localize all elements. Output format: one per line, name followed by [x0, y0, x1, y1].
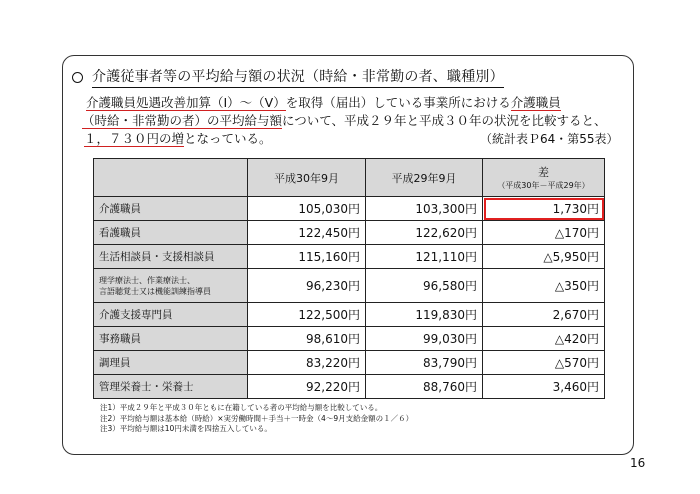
value-2017: 99,030円 — [366, 327, 483, 351]
row-category: 事務職員 — [94, 327, 248, 351]
header-diff-sublabel: （平成30年－平成29年） — [497, 181, 590, 190]
header-2017: 平成29年9月 — [366, 159, 483, 197]
table-row — [94, 327, 605, 351]
summary-emphasis: 介護職員処遇改善加算（Ⅰ）～（Ⅴ） — [86, 95, 286, 110]
value-diff: 1,730円 — [483, 197, 605, 221]
header-category — [94, 159, 248, 197]
value-2017: 103,300円 — [366, 197, 483, 221]
page-number: 16 — [630, 456, 646, 470]
section-heading — [72, 66, 504, 88]
summary-line-3 — [84, 130, 272, 148]
value-2018: 98,610円 — [248, 327, 366, 351]
header-2018: 平成30年9月 — [248, 159, 366, 197]
salary-table — [93, 158, 605, 399]
table-row — [94, 351, 605, 375]
summary-emphasis: 介護職員 — [510, 95, 561, 110]
summary-text: を取得（届出）している事業所における — [285, 95, 511, 110]
table-row — [94, 375, 605, 399]
value-diff: △570円 — [483, 351, 605, 375]
value-2018: 92,220円 — [248, 375, 366, 399]
footnotes — [100, 403, 413, 435]
value-2017: 96,580円 — [366, 269, 483, 303]
value-diff: △170円 — [483, 221, 605, 245]
row-category: 看護職員 — [94, 221, 248, 245]
value-2018: 96,230円 — [248, 269, 366, 303]
value-diff: 2,670円 — [483, 303, 605, 327]
summary-text: について、平成２９年と平成３０年の状況を比較すると、 — [282, 113, 607, 128]
value-2017: 119,830円 — [366, 303, 483, 327]
value-2017: 83,790円 — [366, 351, 483, 375]
footnote: 注1）平成２９年と平成３０年ともに在籍している者の平均給与額を比較している。 — [100, 403, 383, 412]
value-2017: 121,110円 — [366, 245, 483, 269]
header-diff — [483, 159, 605, 197]
source-reference: （統計表Ｐ64・第55表） — [480, 132, 619, 146]
value-diff: △350円 — [483, 269, 605, 303]
circle-bullet-icon — [72, 72, 83, 83]
summary-line-2 — [82, 112, 607, 130]
value-2018: 105,030円 — [248, 197, 366, 221]
row-category: 介護職員 — [94, 197, 248, 221]
table-row — [94, 269, 605, 303]
table-row — [94, 197, 605, 221]
header-diff-label: 差 — [538, 166, 549, 179]
value-2018: 83,220円 — [248, 351, 366, 375]
row-category: 生活相談員・支援相談員 — [94, 245, 248, 269]
row-category: 理学療法士、作業療法士、 言語聴覚士又は機能訓練指導員 — [94, 269, 248, 303]
footnote: 注2）平均給与額は基本給（時給）×実労働時間＋手当＋一時金（4～9月支給金額の１／６） — [100, 413, 414, 423]
footnote: 注3）平均給与額は10円未満を四捨五入している。 — [100, 424, 272, 433]
summary-line-1 — [86, 94, 561, 112]
value-diff: △5,950円 — [483, 245, 605, 269]
row-category: 介護支援専門員 — [94, 303, 248, 327]
value-2018: 122,450円 — [248, 221, 366, 245]
value-2018: 122,500円 — [248, 303, 366, 327]
row-category: 調理員 — [94, 351, 248, 375]
table-row — [94, 303, 605, 327]
value-diff: 3,460円 — [483, 375, 605, 399]
summary-emphasis: １，７３０円の増 — [84, 131, 185, 146]
table-row — [94, 221, 605, 245]
table-row — [94, 245, 605, 269]
summary-text: となっている。 — [184, 131, 272, 146]
value-diff: △420円 — [483, 327, 605, 351]
value-2018: 115,160円 — [248, 245, 366, 269]
summary-emphasis: （時給・非常勤の者）の平均給与額 — [82, 113, 283, 128]
row-category: 管理栄養士・栄養士 — [94, 375, 248, 399]
value-2017: 122,620円 — [366, 221, 483, 245]
heading-text: 介護従事者等の平均給与額の状況（時給・非常勤の者、職種別） — [92, 66, 504, 88]
value-2017: 88,760円 — [366, 375, 483, 399]
